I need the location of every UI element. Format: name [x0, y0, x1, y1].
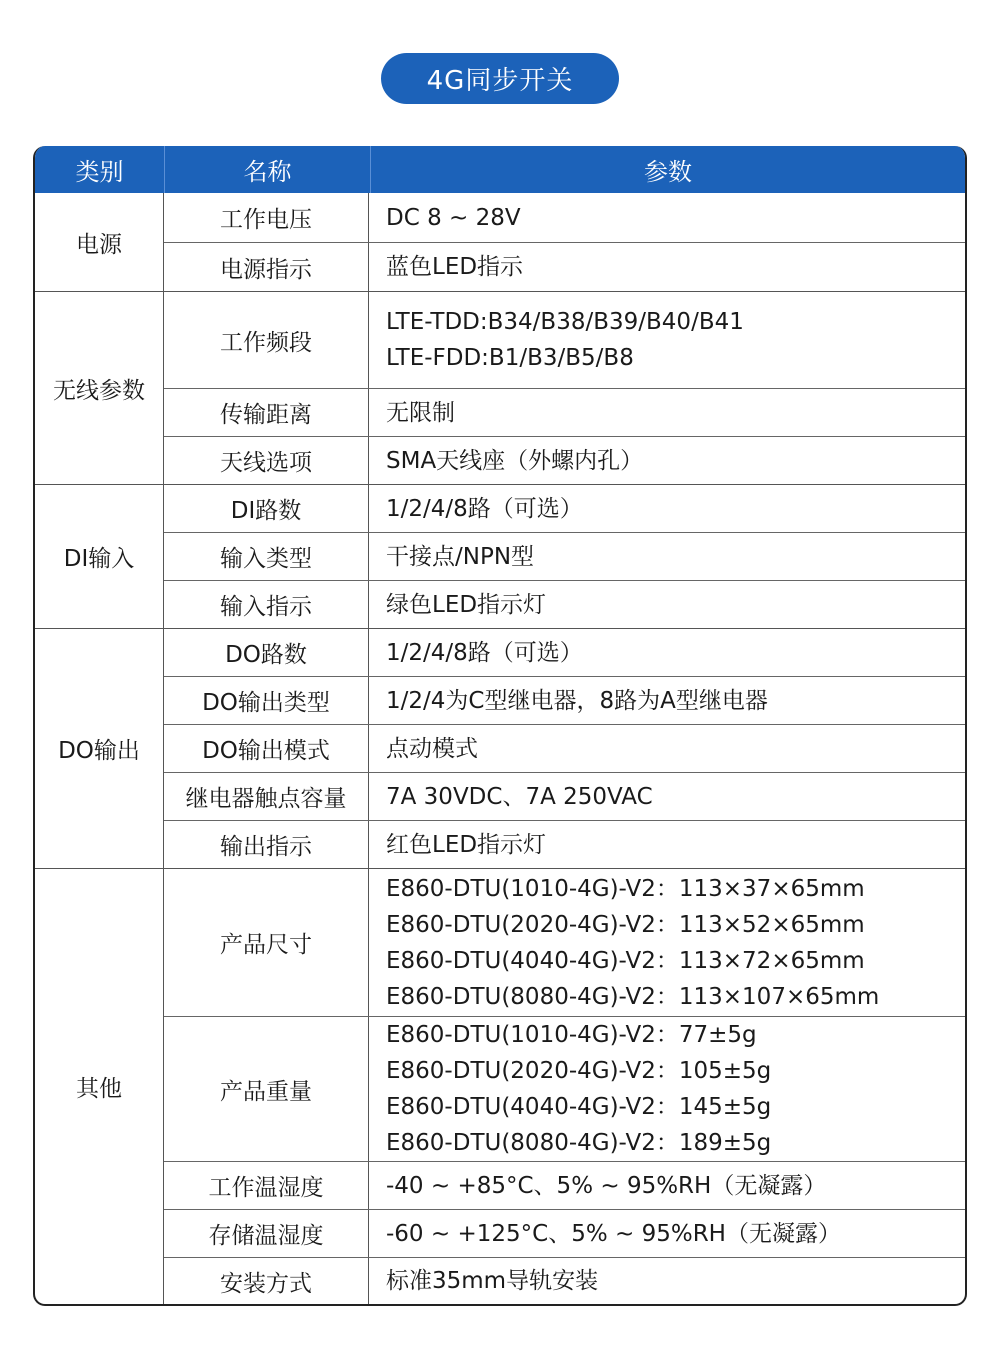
category-cell: DI输入 [35, 485, 164, 628]
table-row [164, 869, 965, 1016]
table-row [164, 580, 965, 628]
table-row [164, 1257, 965, 1304]
param-value: 7A 30VDC、7A 250VAC [386, 783, 653, 810]
param-name: DO路数 [164, 629, 369, 676]
spec-table [33, 146, 967, 1306]
table-row [164, 193, 965, 242]
category-cell: 无线参数 [35, 292, 164, 484]
param-value: -40 ~ +85°C、5% ~ 95%RH（无凝露） [386, 1172, 827, 1199]
param-value: DC 8 ~ 28V [386, 204, 521, 231]
param-name: 存储温湿度 [164, 1210, 369, 1257]
param-value: E860-DTU(8080-4G)-V2：113×107×65mm [386, 983, 880, 1010]
header-name: 名称 [164, 146, 370, 193]
param-value: SMA天线座（外螺内孔） [386, 447, 644, 474]
param-name: 输入类型 [164, 533, 369, 580]
table-header [35, 146, 965, 193]
param-name: 输出指示 [164, 821, 369, 868]
param-name: DO输出模式 [164, 725, 369, 772]
param-value: 点动模式 [386, 735, 478, 762]
page-title-badge [381, 53, 619, 104]
param-value: LTE-TDD:B34/B38/B39/B40/B41 [386, 309, 744, 335]
param-name: 产品尺寸 [164, 869, 369, 1016]
page-title: 4G同步开关 [426, 66, 574, 96]
param-value: E860-DTU(2020-4G)-V2：113×52×65mm [386, 911, 865, 938]
param-value: 干接点/NPN型 [386, 543, 535, 570]
table-row [164, 388, 965, 436]
param-value: 无限制 [386, 399, 455, 426]
param-name: 工作频段 [164, 292, 369, 388]
param-name: DI路数 [164, 485, 369, 532]
param-value: E860-DTU(4040-4G)-V2：113×72×65mm [386, 947, 865, 974]
param-value: E860-DTU(2020-4G)-V2：105±5g [386, 1058, 772, 1084]
param-value: 标准35mm导轨安装 [386, 1268, 599, 1294]
param-value: E860-DTU(1010-4G)-V2：77±5g [386, 1022, 757, 1048]
group-do-output [35, 628, 965, 868]
param-value: 1/2/4/8路（可选） [386, 495, 583, 522]
param-value: 蓝色LED指示 [386, 254, 524, 280]
param-name: 产品重量 [164, 1017, 369, 1161]
table-row [164, 1161, 965, 1209]
param-value: E860-DTU(1010-4G)-V2：113×37×65mm [386, 875, 865, 902]
group-power [35, 193, 965, 291]
table-row [164, 676, 965, 724]
param-value: LTE-FDD:B1/B3/B5/B8 [386, 345, 634, 371]
param-name: 电源指示 [164, 243, 369, 291]
param-value: 1/2/4/8路（可选） [386, 639, 583, 666]
header-params: 参数 [370, 146, 965, 193]
category-cell: 其他 [35, 869, 164, 1304]
param-name: 天线选项 [164, 437, 369, 484]
group-other [35, 868, 965, 1304]
table-row [164, 629, 965, 676]
table-row [164, 1209, 965, 1257]
table-row [164, 820, 965, 868]
category-cell: 电源 [35, 193, 164, 291]
param-value: 绿色LED指示灯 [386, 591, 547, 618]
param-name: 继电器触点容量 [164, 773, 369, 820]
param-name: 输入指示 [164, 581, 369, 628]
table-row [164, 242, 965, 291]
table-row [164, 485, 965, 532]
table-row [164, 292, 965, 388]
param-value: E860-DTU(8080-4G)-V2：189±5g [386, 1130, 772, 1156]
param-name: 安装方式 [164, 1258, 369, 1304]
param-value: E860-DTU(4040-4G)-V2：145±5g [386, 1094, 772, 1120]
category-cell: DO输出 [35, 629, 164, 868]
group-wireless [35, 291, 965, 484]
table-row [164, 772, 965, 820]
param-name: DO输出类型 [164, 677, 369, 724]
param-name: 传输距离 [164, 389, 369, 436]
header-category: 类别 [75, 158, 124, 186]
param-value: 红色LED指示灯 [386, 831, 547, 858]
table-row [164, 532, 965, 580]
table-row [164, 724, 965, 772]
table-row [164, 436, 965, 484]
group-di-input [35, 484, 965, 628]
table-row [164, 1016, 965, 1161]
param-name: 工作电压 [164, 193, 369, 242]
param-name: 工作温湿度 [164, 1162, 369, 1209]
param-value: -60 ~ +125°C、5% ~ 95%RH（无凝露） [386, 1220, 841, 1247]
param-value: 1/2/4为C型继电器，8路为A型继电器 [386, 687, 768, 714]
